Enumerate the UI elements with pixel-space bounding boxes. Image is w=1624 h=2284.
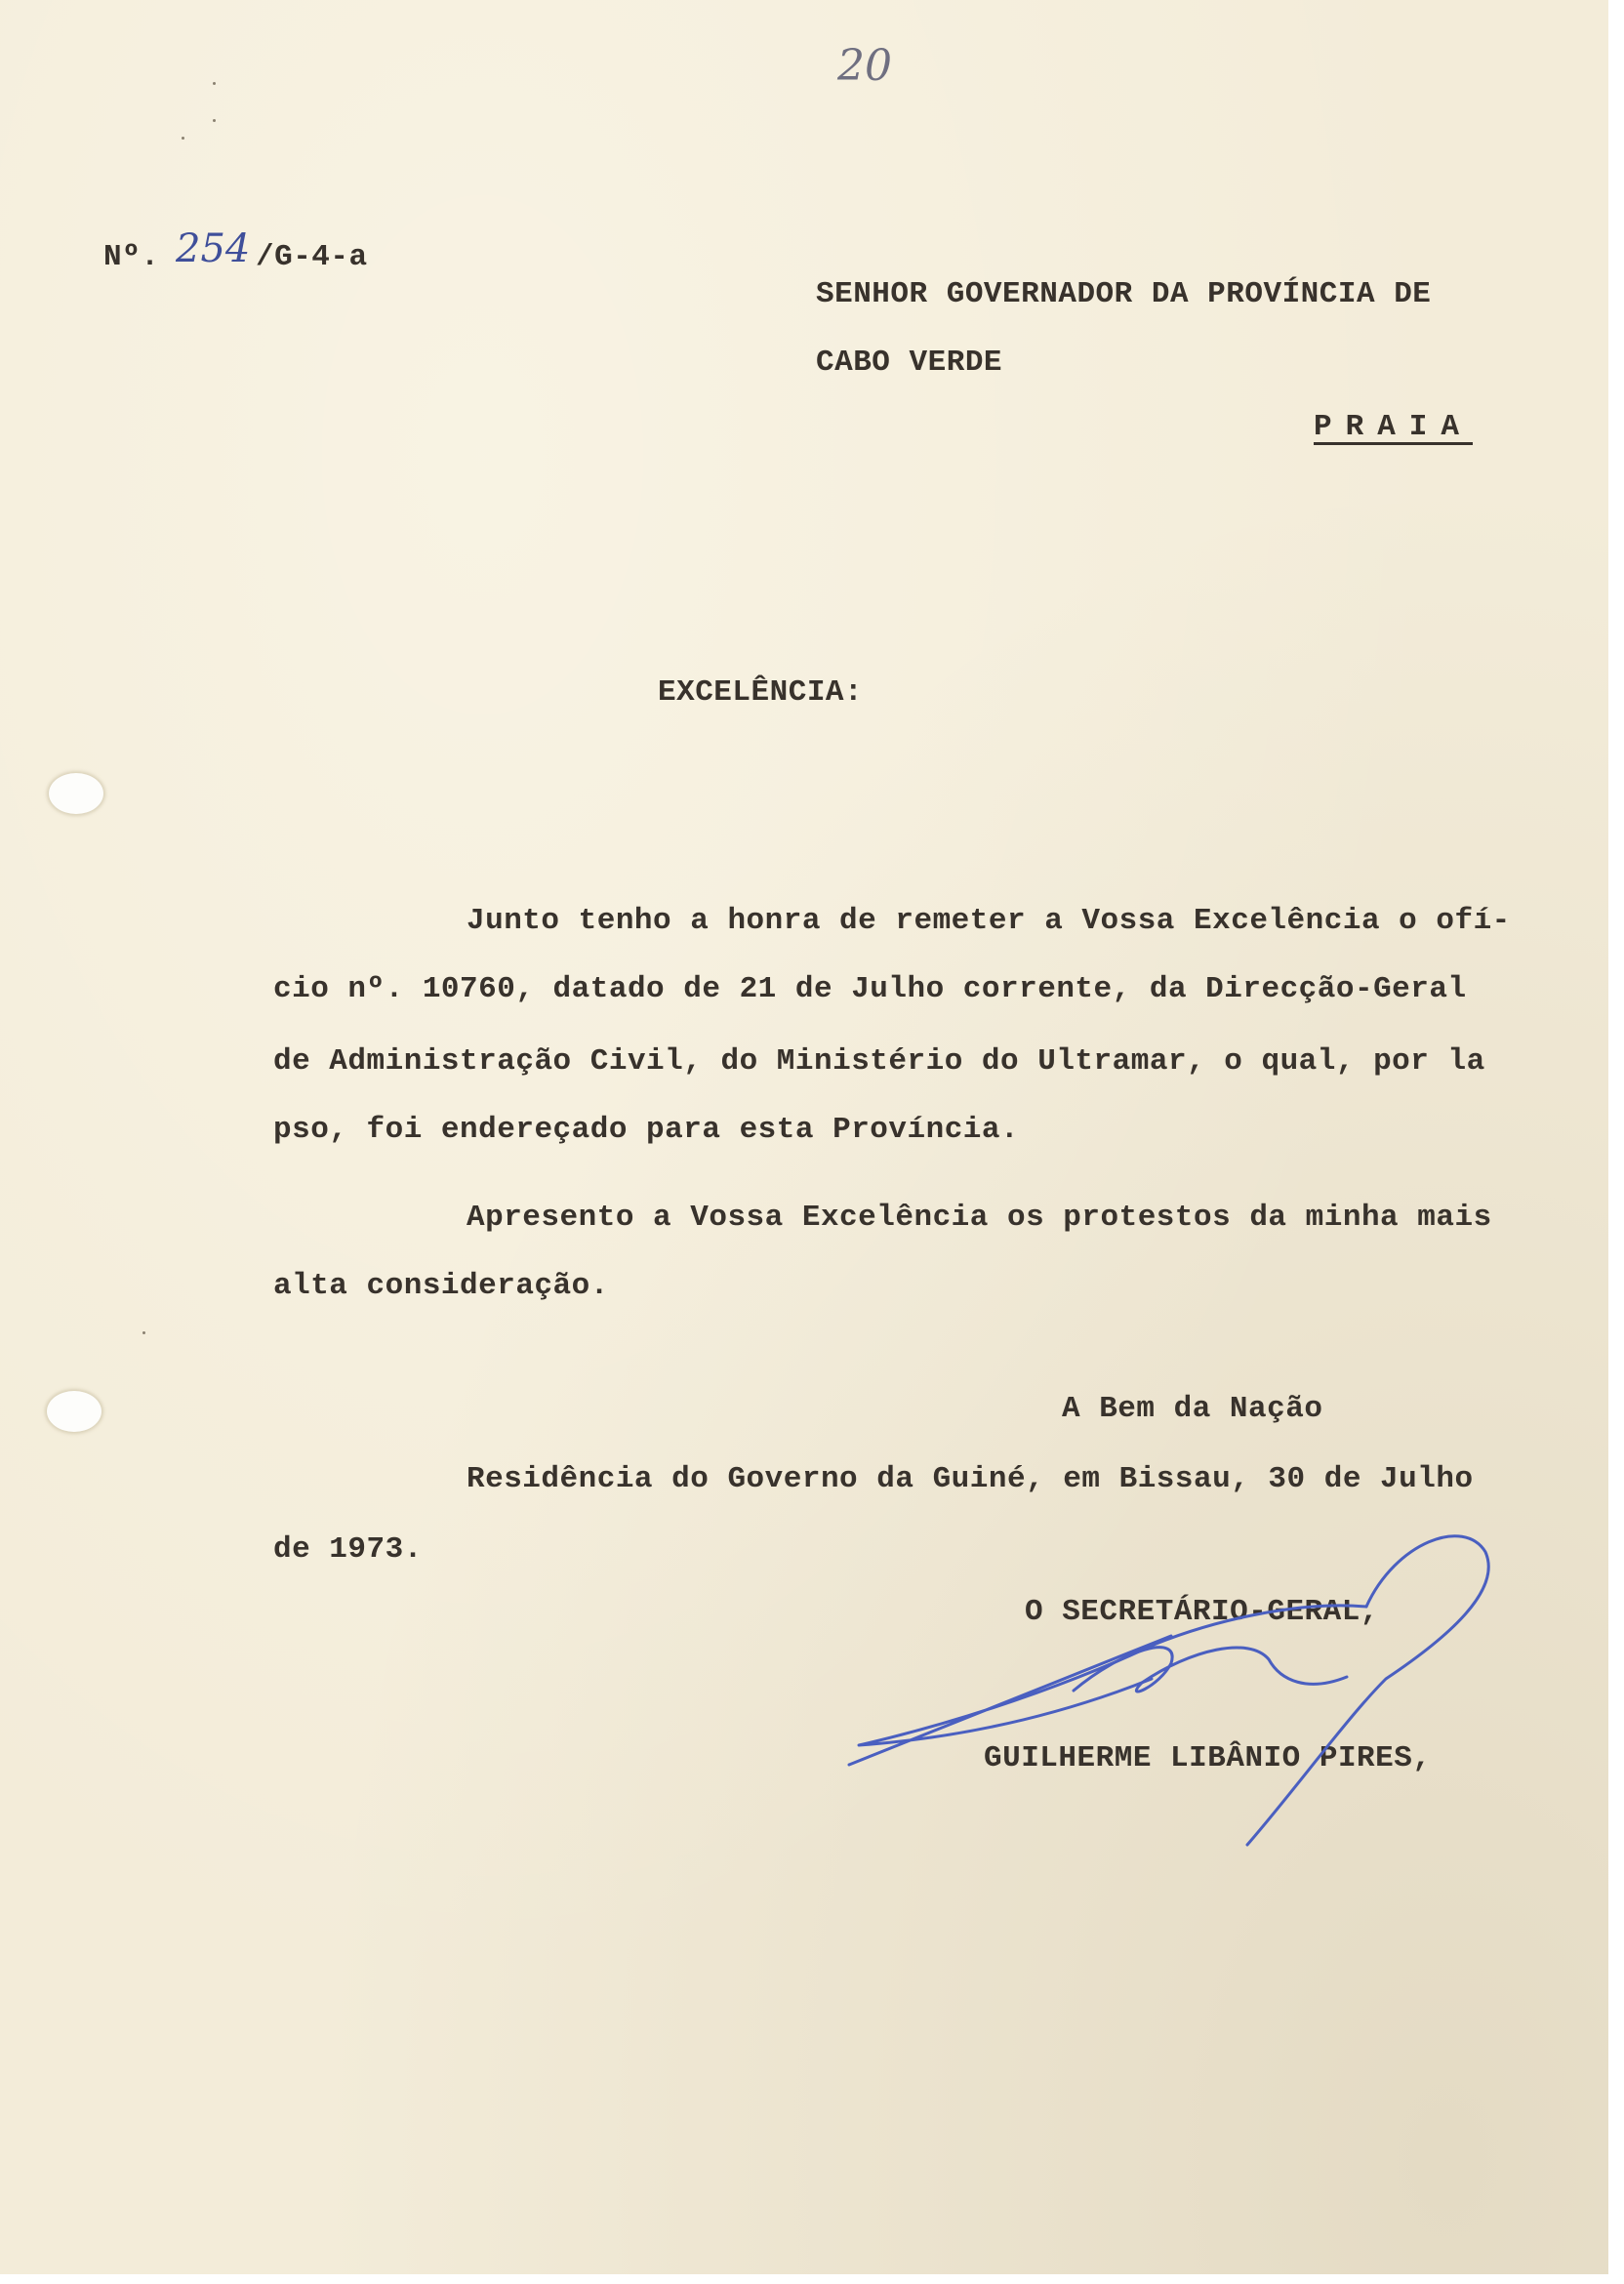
salutation: EXCELÊNCIA: <box>658 675 864 710</box>
paper-speck <box>142 1331 145 1334</box>
place-date-line-1: Residência do Governo da Guiné, em Bissau, 30 de Julho <box>467 1462 1474 1496</box>
punch-hole-bottom <box>47 1391 102 1432</box>
body-paragraph-1-line-1: Junto tenho a honra de remeter a Vossa Excelência o ofí- <box>467 904 1511 938</box>
paper-speck <box>213 119 216 122</box>
page-number: 20 <box>837 41 892 91</box>
addressee-line-1: SENHOR GOVERNADOR DA PROVÍNCIA DE <box>816 277 1432 311</box>
paper-speck <box>182 137 184 140</box>
body-paragraph-2-line-1: Apresento a Vossa Excelência os protestos da minha mais <box>467 1201 1492 1235</box>
reference-suffix: /G-4-a <box>256 240 368 274</box>
place-date-line-2: de 1973. <box>273 1532 423 1567</box>
addressee-line-2: CABO VERDE <box>816 346 1003 380</box>
body-paragraph-1-line-2: cio nº. 10760, datado de 21 de Julho corrente, da Direcção-Geral <box>273 972 1467 1006</box>
reference-handwritten-number: 254 <box>176 226 251 271</box>
body-paragraph-2-line-2: alta consideração. <box>273 1269 609 1303</box>
closing-motto: A Bem da Nação <box>1062 1392 1323 1426</box>
reference-prefix: Nº. <box>103 240 160 274</box>
punch-hole-top <box>49 773 103 814</box>
paper-speck <box>213 82 216 85</box>
addressee-city: PRAIA <box>1314 410 1474 444</box>
body-paragraph-1-line-3: de Administração Civil, do Ministério do Ultramar, o qual, por la <box>273 1044 1485 1079</box>
body-paragraph-1-line-4: pso, foi endereçado para esta Província. <box>273 1113 1020 1147</box>
signatory-title: O SECRETÁRIO-GERAL, <box>1025 1595 1379 1629</box>
signatory-name: GUILHERME LIBÂNIO PIRES, <box>984 1741 1432 1775</box>
